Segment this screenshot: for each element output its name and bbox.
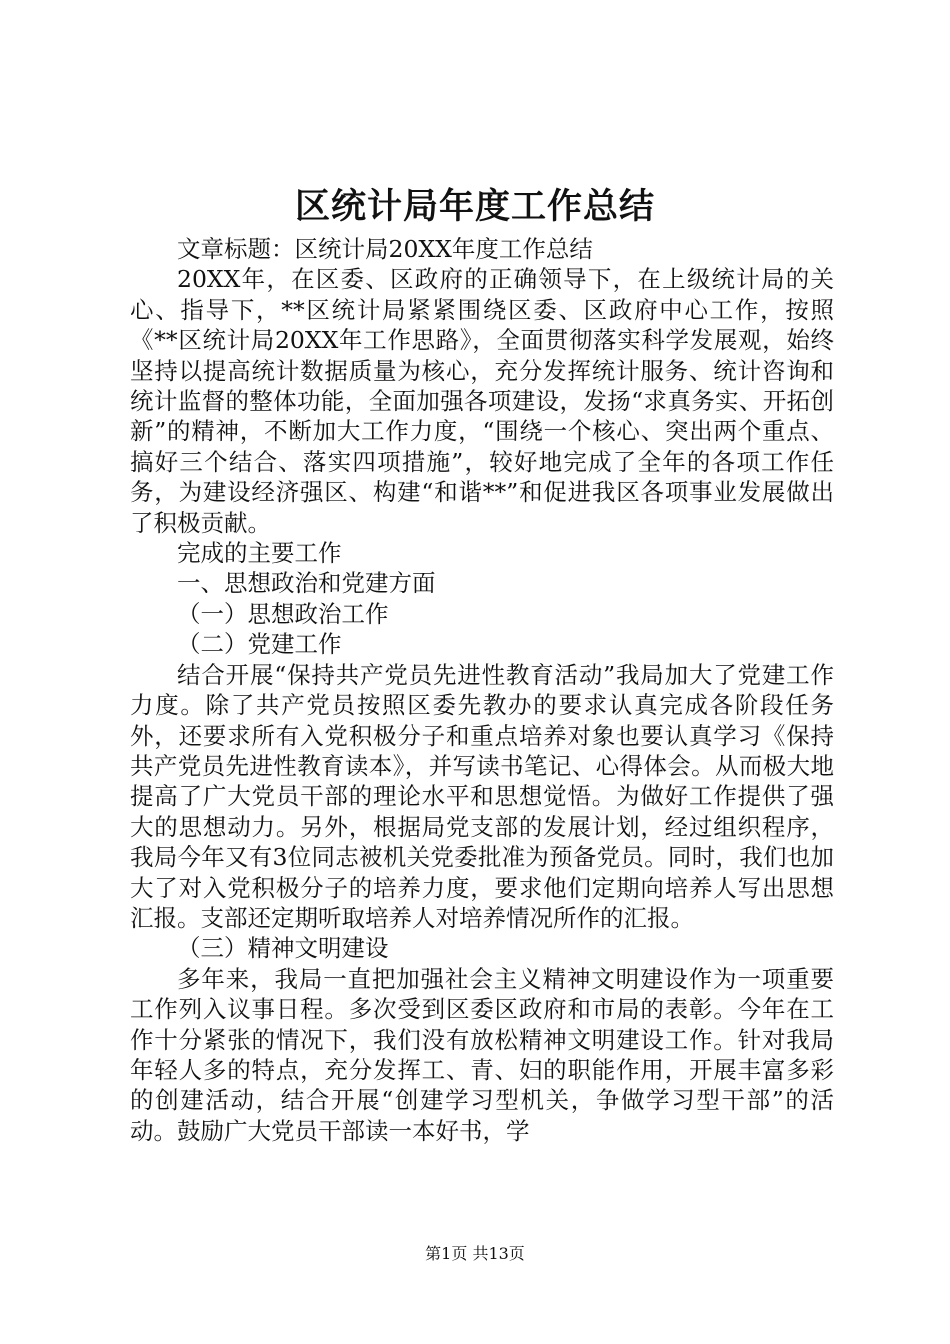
- subsection-heading-1-1: （一）思想政治工作: [177, 599, 389, 628]
- party-building-paragraph: 结合开展“保持共产党员先进性教育活动”我局加大了党建工作力度。除了共产党员按照区委先教办的要求认真完成各阶段任务外，还要求所有入党积极分子和重点培养对象也要认真学习《保持共产党员先进性教育读本》，并写读书笔记、心得体会。从而极大地提高了广大党员干部的理论水平和思想觉悟。为做好工作提供了强大的思想动力。另外，根据局党支部的发展计划，经过组织程序，我局今年又有3位同志被机关党委批准为预备党员。同时，我们也加大了对入党积极分子的培养力度，要求他们定期向培养人写出思想汇报。支部还定期听取培养人对培养情况所作的汇报。: [130, 660, 834, 932]
- subsection-heading-1-2: （二）党建工作: [177, 630, 342, 659]
- section-heading-main-work: 完成的主要工作: [177, 539, 342, 568]
- page-title: 区统计局年度工作总结: [294, 186, 655, 227]
- subsection-heading-1-3: （三）精神文明建设: [177, 934, 389, 963]
- document-body: [130, 234, 834, 1146]
- article-title-line: 文章标题：区统计局20XX年度工作总结: [177, 235, 593, 263]
- intro-paragraph: 20XX年，在区委、区政府的正确领导下，在上级统计局的关心、指导下，**区统计局紧紧围绕区委、区政府中心工作，按照《**区统计局20XX年工作思路》，全面贯彻落实科学发展观，始终坚持以提高统计数据质量为核心，充分发挥统计服务、统计咨询和统计监督的整体功能，全面加强各项建设，发扬“求真务实、开拓创新”的精神，不断加大工作力度，“围绕一个核心、突出两个重点、搞好三个结合、落实四项措施”，较好地完成了全年的各项工作任务，为建设经济强区、构建“和谐**”和促进我区各项事业发展做出了积极贡献。: [130, 265, 834, 537]
- section-heading-1: 一、思想政治和党建方面: [177, 569, 436, 598]
- civilization-paragraph: 多年来，我局一直把加强社会主义精神文明建设作为一项重要工作列入议事日程。多次受到区委区政府和市局的表彰。今年在工作十分紧张的情况下，我们没有放松精神文明建设工作。针对我局年轻人多的特点，充分发挥工、青、妇的职能作用，开展丰富多彩的创建活动，结合开展“创建学习型机关，争做学习型干部”的活动。鼓励广大党员干部读一本好书，学: [130, 964, 834, 1145]
- page-footer: 第1页 共13页: [425, 1244, 525, 1263]
